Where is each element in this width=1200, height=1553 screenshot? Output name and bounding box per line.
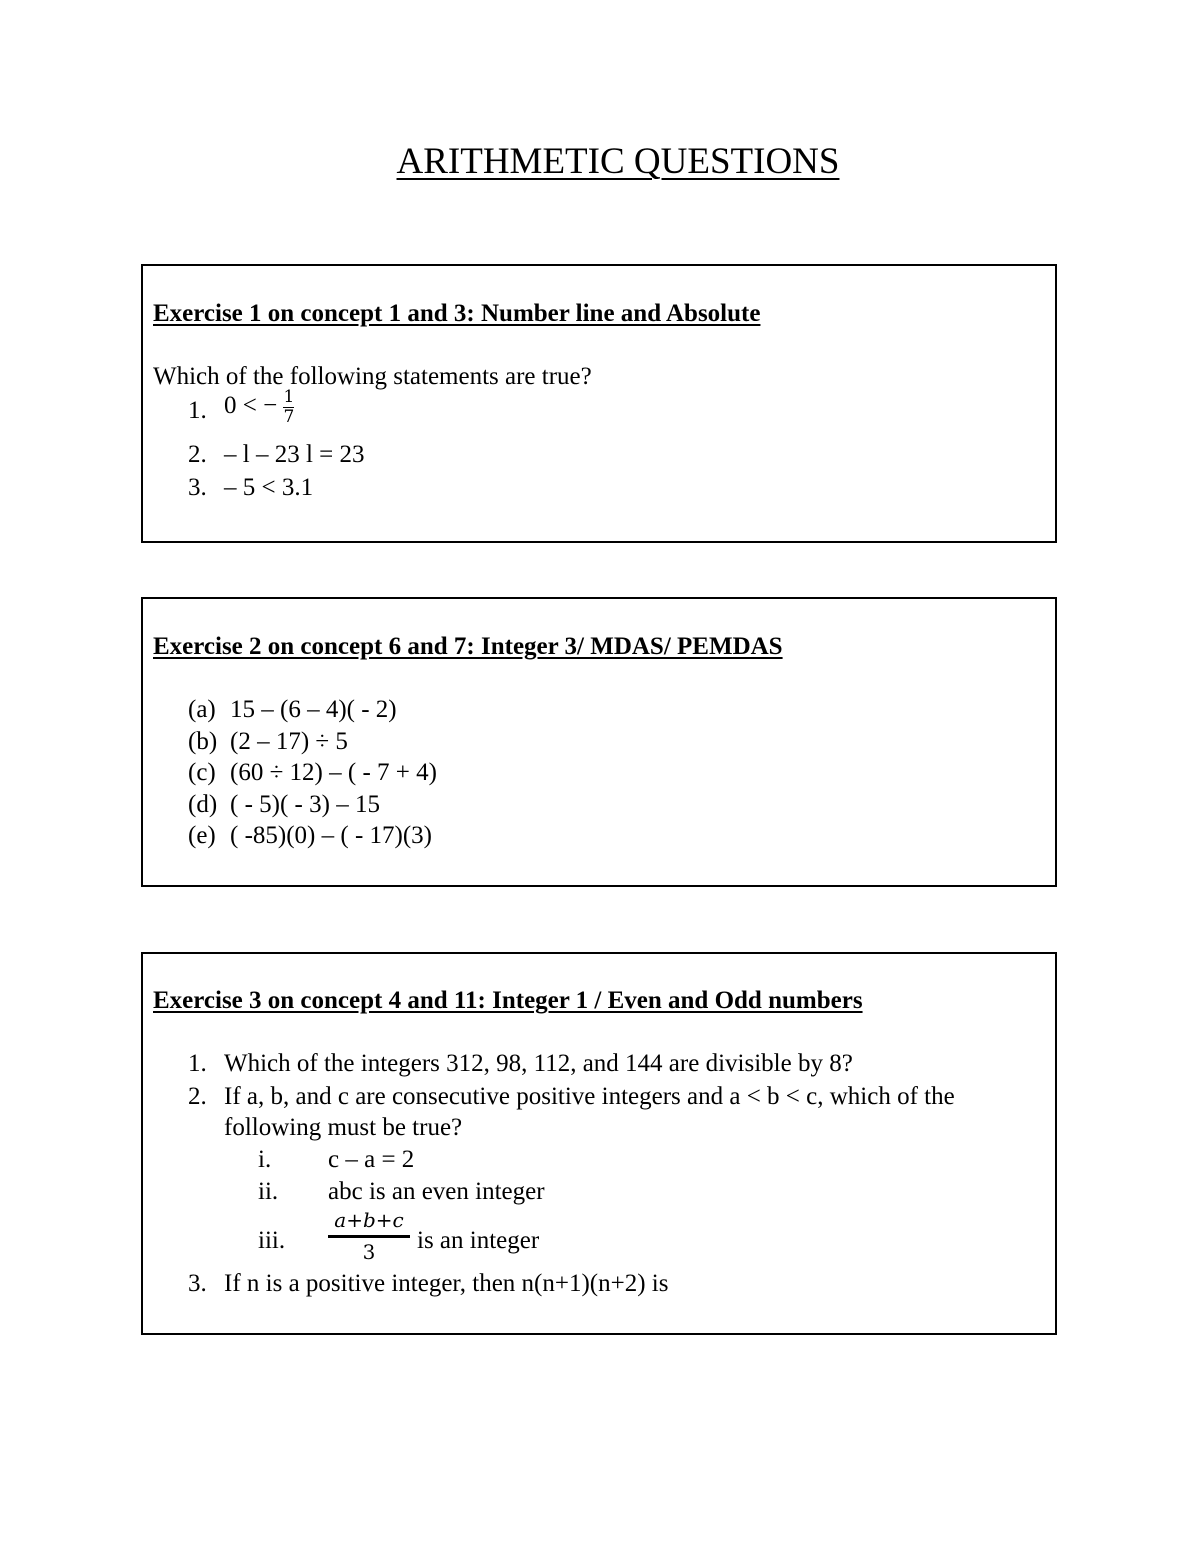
exercise-1-item-3: – 5 < 3.1 [224, 474, 314, 501]
exercise-2-box [141, 597, 1057, 887]
exercise-3-q2-sub-i: c – a = 2 [328, 1146, 415, 1173]
exercise-3-q2-sub-iii: is an integer [417, 1227, 540, 1254]
exercise-3-q3-number: 3. [188, 1270, 207, 1297]
exercise-3-q2-line-1: If a, b, and c are consecutive positive integers and a < b < c, which of the [224, 1083, 955, 1110]
exercise-3-box [141, 952, 1057, 1335]
exercise-3-q1: Which of the integers 312, 98, 112, and 144 are divisible by 8? [224, 1050, 853, 1077]
exercise-3-q3: If n is a positive integer, then n(n+1)(n+2) is [224, 1270, 669, 1297]
fraction-denominator: 3 [362, 1240, 376, 1264]
exercise-1-prompt: Which of the following statements are true? [153, 363, 592, 390]
page-title: ARITHMETIC QUESTIONS [396, 141, 840, 182]
fraction-numerator: a+b+c [334, 1208, 404, 1232]
exercise-1-item-1-number: 1. [188, 397, 207, 424]
exercise-2-item-e-label: (e) [188, 822, 216, 849]
exercise-1-item-3-number: 3. [188, 474, 207, 501]
exercise-3-q2-sub-i-label: i. [258, 1146, 272, 1173]
exercise-1-heading: Exercise 1 on concept 1 and 3: Number line and Absolute [153, 300, 761, 327]
exercise-2-item-a: 15 – (6 – 4)( - 2) [230, 696, 397, 723]
exercise-2-item-c: (60 ÷ 12) – ( - 7 + 4) [230, 759, 437, 786]
exercise-1-item-2-number: 2. [188, 441, 207, 468]
exercise-3-q2-number: 2. [188, 1083, 207, 1110]
exercise-1-item-1-prefix: 0 < − [224, 391, 278, 419]
fraction-numerator: 1 [283, 387, 295, 407]
exercise-3-q2-sub-ii-label: ii. [258, 1178, 279, 1205]
exercise-2-item-c-label: (c) [188, 759, 216, 786]
fraction-denominator: 7 [283, 406, 295, 427]
exercise-3-q2-sub-ii: abc is an even integer [328, 1178, 545, 1205]
exercise-2-heading: Exercise 2 on concept 6 and 7: Integer 3/ MDAS/ PEMDAS [153, 633, 783, 660]
exercise-1-item-1 [224, 388, 294, 426]
exercise-3-q2-sub-iii-fraction [328, 1208, 410, 1264]
exercise-2-item-e: ( -85)(0) – ( - 17)(3) [230, 822, 433, 849]
exercise-2-item-b: (2 – 17) ÷ 5 [230, 728, 348, 755]
exercise-3-q2-line-2: following must be true? [224, 1114, 463, 1141]
exercise-2-item-d: ( - 5)( - 3) – 15 [230, 791, 380, 818]
exercise-2-item-a-label: (a) [188, 696, 216, 723]
exercise-1-box [141, 264, 1057, 543]
exercise-3-q2-sub-iii-label: iii. [258, 1227, 286, 1254]
exercise-3-heading: Exercise 3 on concept 4 and 11: Integer 1 / Even and Odd numbers [153, 987, 863, 1014]
exercise-1-item-2: – l – 23 l = 23 [224, 441, 365, 468]
exercise-3-q1-number: 1. [188, 1050, 207, 1077]
exercise-2-item-b-label: (b) [188, 728, 218, 755]
exercise-2-item-d-label: (d) [188, 791, 218, 818]
exercise-1-item-1-fraction [283, 388, 294, 426]
